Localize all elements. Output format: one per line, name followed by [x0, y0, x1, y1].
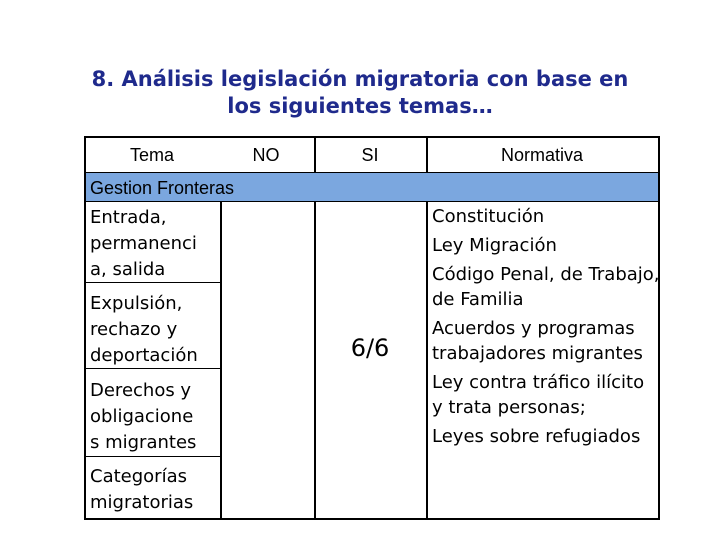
header-tema: Tema [129, 145, 174, 165]
header-no: NO [252, 145, 280, 165]
normativa-item: Código Penal, de Trabajo, de Familia [432, 264, 660, 310]
legislation-table [84, 136, 660, 520]
tema-line: permanenci [90, 233, 197, 254]
tema-line: a, salida [90, 259, 166, 280]
section-label: Gestion Fronteras [90, 178, 235, 198]
slide-title [40, 66, 680, 120]
normativa-item: Ley Migración [432, 235, 557, 256]
divider-header-normativa [426, 138, 428, 172]
tema-line: Categorías [90, 466, 187, 487]
title-line-1: 8. Análisis legislación migratoria con base en [91, 67, 629, 91]
header-normativa: Normativa [500, 145, 584, 165]
tema-line: Entrada, [90, 207, 167, 228]
tema-cell-entrada [90, 205, 216, 283]
tema-line: migratorias [90, 492, 194, 513]
tema-line: rechazo y [90, 319, 178, 340]
tema-line: obligacione [90, 406, 194, 427]
divider-header-si [314, 138, 316, 172]
normativa-item: Acuerdos y programas trabajadores migrantes [432, 318, 643, 364]
normativa-item: Constitución [432, 206, 545, 227]
normativa-item: Leyes sobre refugiados [432, 426, 641, 447]
tema-cell-expulsion [90, 291, 216, 369]
tema-cell-derechos [90, 378, 216, 456]
divider-normativa [426, 202, 428, 518]
row-separator [86, 456, 220, 457]
divider-tema [220, 202, 222, 518]
tema-line: deportación [90, 345, 198, 366]
header-si: SI [361, 145, 379, 165]
section-row [86, 172, 658, 202]
si-value: 6/6 [350, 334, 390, 362]
tema-cell-categorias [90, 464, 216, 516]
title-line-2: los siguientes temas… [227, 94, 493, 118]
normativa-list [432, 204, 660, 453]
tema-line: Expulsión, [90, 293, 183, 314]
tema-line: Derechos y [90, 380, 192, 401]
normativa-item: Ley contra tráfico ilícito y trata personas; [432, 372, 645, 418]
tema-line: s migrantes [90, 432, 197, 453]
